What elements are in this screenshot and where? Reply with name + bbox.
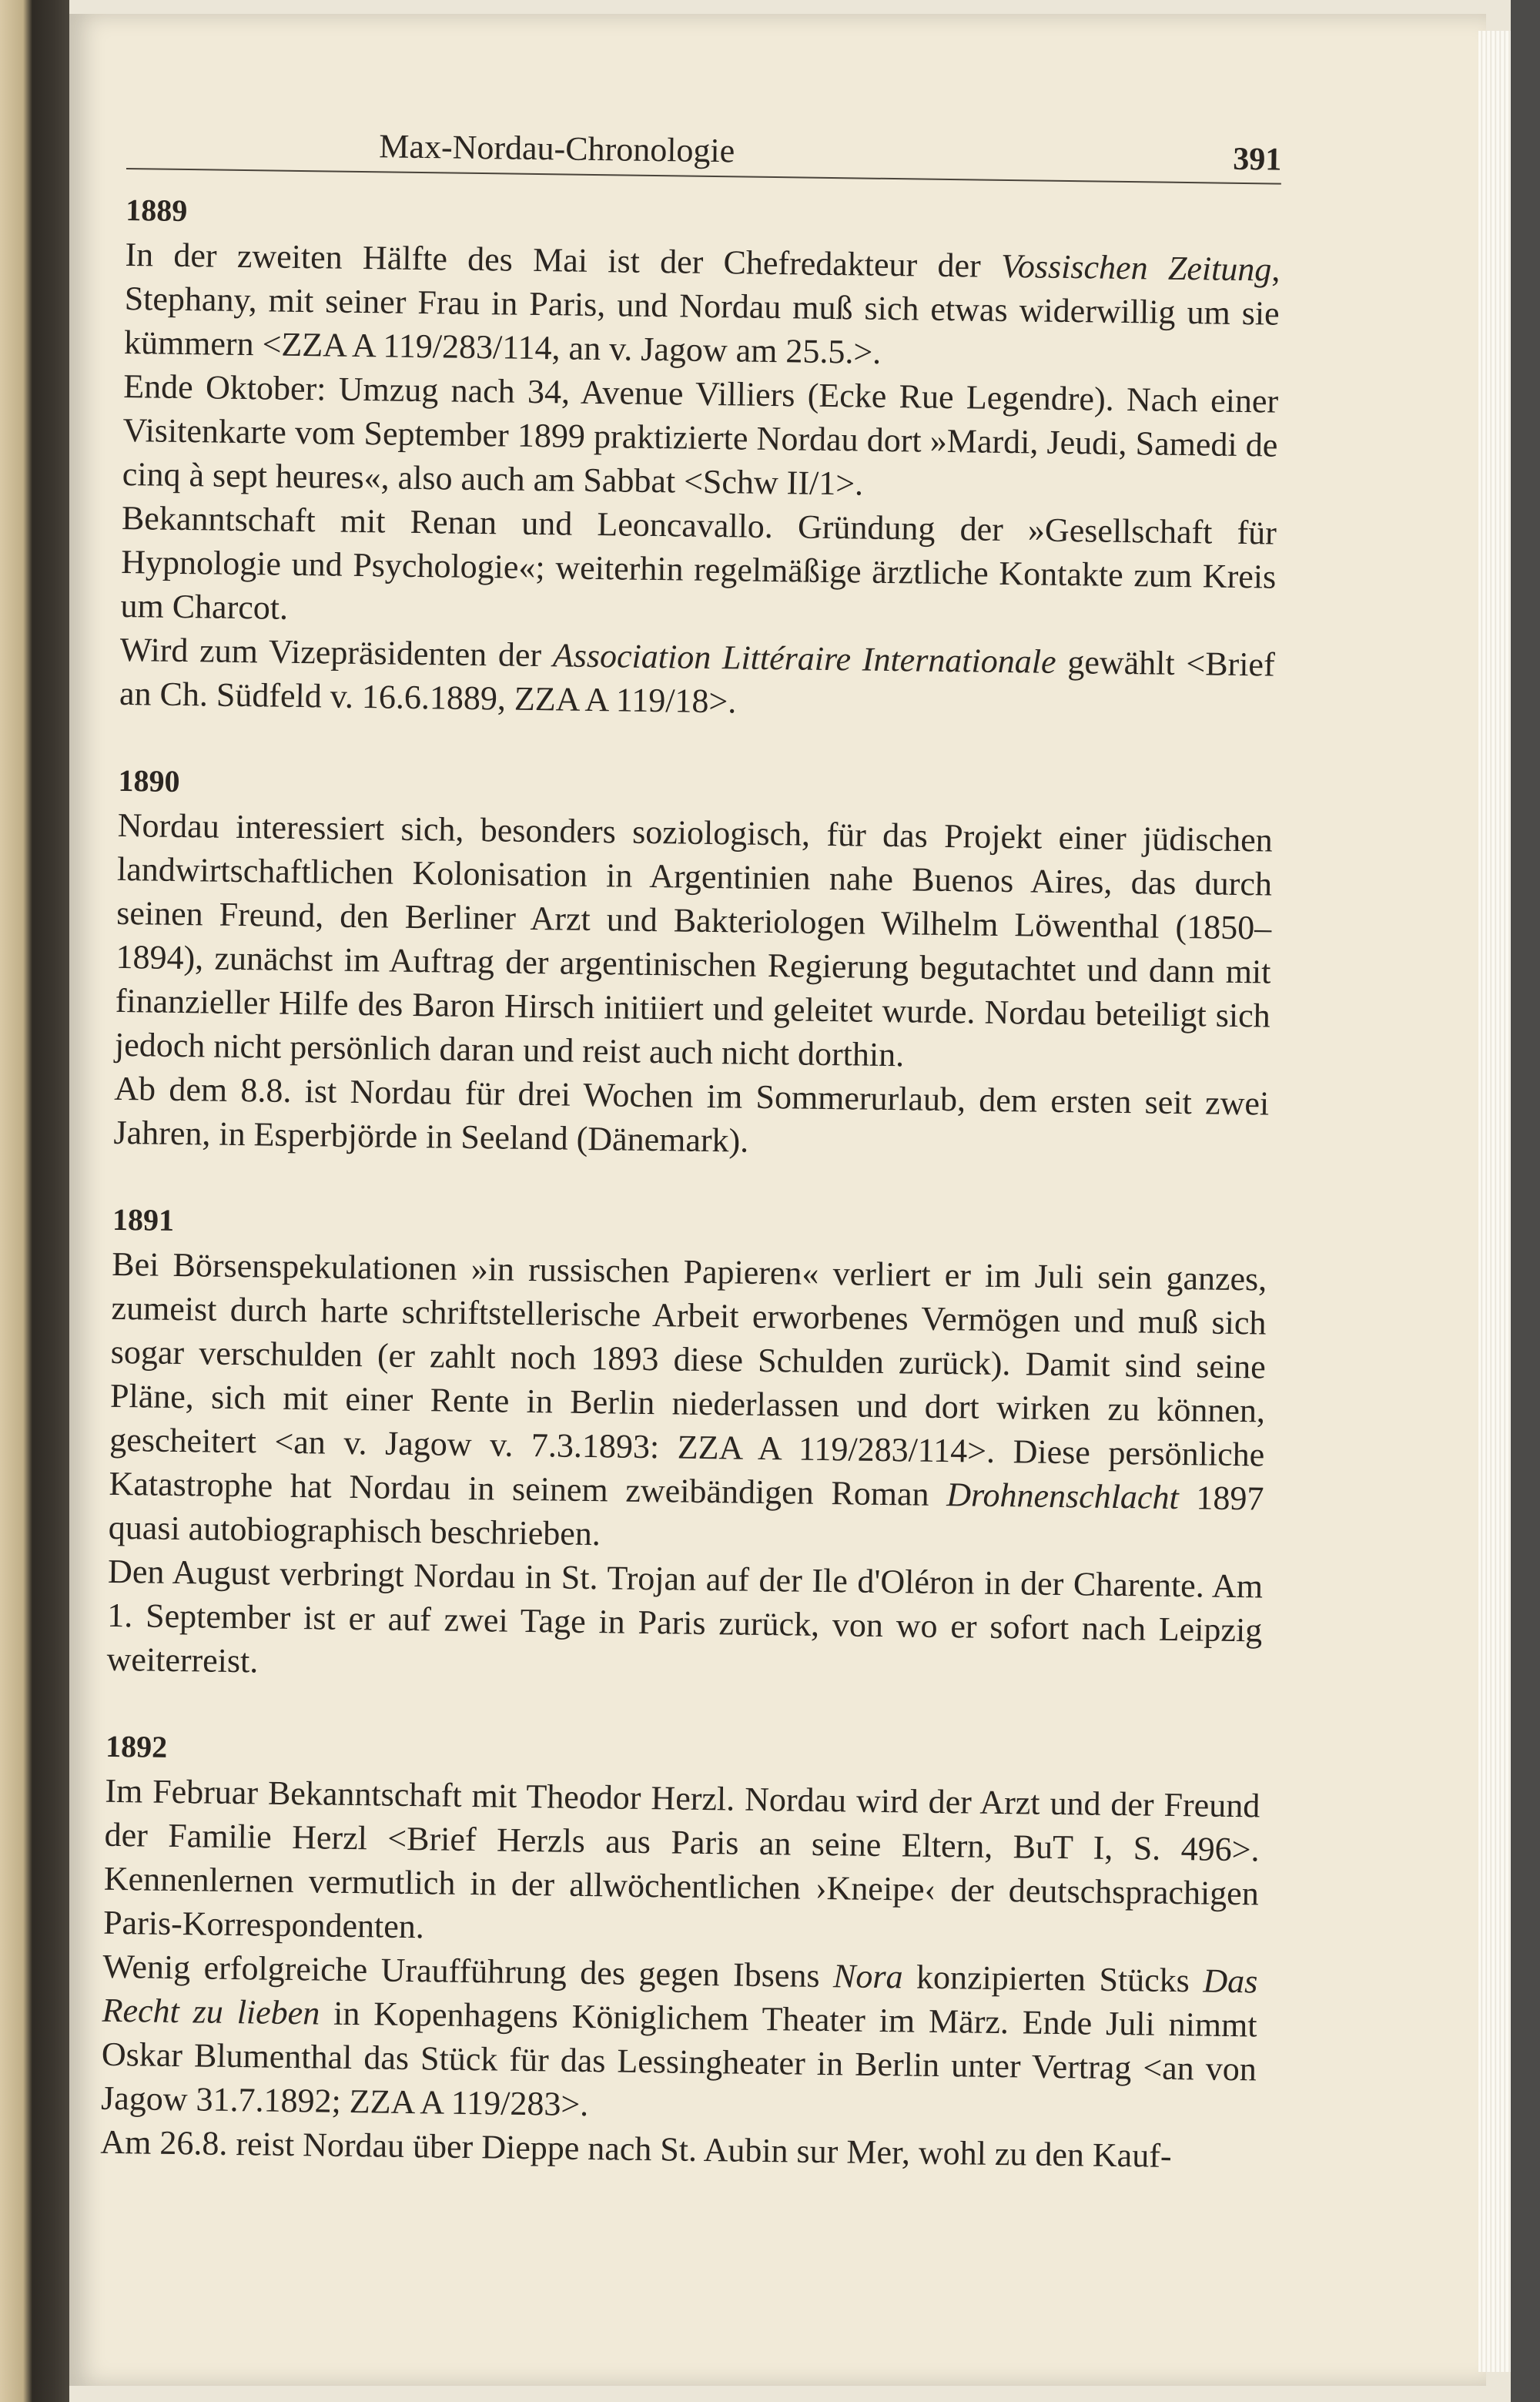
chronology-entry-1890 bbox=[113, 759, 1274, 1170]
paragraph: Nordau interessiert sich, besonders soziologisch, für das Projekt einer jüdischen landwirtschaftlichen Kolonisation in Argentinien nahe Buenos Aires, das durch seinen Freund, den Berliner Arzt und Bakteriologen Wilhelm Löwenthal (1850–1894), zunächst im Auftrag der argentinischen Regierung begutachtet und dann mit finanzieller Hilfe des Baron Hirsch initiiert und geleitet wurde. Nordau beteiligt sich jedoch nicht persönlich daran und reist auch nicht dorthin. bbox=[114, 806, 1273, 1074]
paragraph: Bekanntschaft mit Renan und Leoncavallo. Gründung der »Gesellschaft für Hypnologie und Psychologie«; weiterhin regelmäßige ärztliche Kontakte zum Kreis um Charcot. bbox=[120, 498, 1277, 627]
paragraph: Wenig erfolgreiche Uraufführung des gegen Ibsens Nora konzipierten Stücks Das Recht zu lieben in Kopenhagens Königlichem Theater im März. Ende Juli nimmt Oskar Blumenthal das Stück für das Lessingheater in Berlin unter Vertrag <an von Jagow 31.7.1892; ZZA A 119/283>. bbox=[100, 1947, 1258, 2124]
paragraph: Am 26.8. reist Nordau über Dieppe nach St. Aubin sur Mer, wohl zu den Kauf- bbox=[100, 2122, 1172, 2175]
chronology-entry-1889 bbox=[119, 188, 1281, 731]
paragraph: Den August verbringt Nordau in St. Trojan auf der Ile d'Oléron in der Charente. Am 1. September ist er auf zwei Tage in Paris zurück, von wo er sofort nach Leipzig weiterreist. bbox=[106, 1552, 1264, 1680]
page-content bbox=[100, 108, 1282, 2179]
running-title: Max-Nordau-Chronologie bbox=[379, 127, 735, 170]
scan-background bbox=[1511, 0, 1540, 2402]
paragraph: Bei Börsenspekulationen »in russischen Papieren« verliert er im Juli sein ganzes, zumeist durch harte schriftstellerische Arbeit erworbenes Vermögen und muß sich sogar verschulden (er zahlt noch 1893 diese Schulden zurück). Damit sind seine Pläne, sich mit einer Rente in Berlin niederlassen und dort wirken zu können, gescheitert <an v. Jagow v. 7.3.1893: ZZA A 119/283/114>. Diese persönliche Katastrophe hat Nordau in seinem zweibändigen Roman Drohnenschlacht 1897 quasi autobiographisch beschrieben. bbox=[108, 1245, 1267, 1553]
chronology-entry-1892 bbox=[100, 1724, 1260, 2179]
year-heading: 1890 bbox=[118, 762, 180, 799]
year-heading: 1889 bbox=[125, 192, 188, 229]
paragraph: Wird zum Vizepräsidenten der Association Littéraire Internationale gewählt <Brief an Ch. Südfeld v. 16.6.1889, ZZA A 119/18>. bbox=[119, 630, 1275, 721]
paragraph: In der zweiten Hälfte des Mai ist der Chefredakteur der Vossischen Zeitung, Stephany, mit seiner Frau in Paris, und Nordau muß sich etwas widerwillig um sie kümmern <ZZA A 119/283/114, an v. Jagow am 25.5.>. bbox=[123, 235, 1281, 371]
paragraph: Ab dem 8.8. ist Nordau für drei Wochen im Sommerurlaub, dem ersten seit zwei Jahren, in Esperbjörde in Seeland (Dänemark). bbox=[113, 1069, 1270, 1160]
page-edges bbox=[1478, 31, 1511, 2372]
chronology-entry-1891 bbox=[106, 1198, 1267, 1697]
year-heading: 1892 bbox=[105, 1728, 168, 1764]
book-spine-shadow bbox=[0, 0, 69, 2402]
paragraph: Ende Oktober: Umzug nach 34, Avenue Villiers (Ecke Rue Legendre). Nach einer Visitenkarte vom September 1899 praktizierte Nordau dort »Mardi, Jeudi, Samedi de cinq à sept heures«, also auch am Sabbat <Schw II/1>. bbox=[122, 367, 1279, 503]
year-heading: 1891 bbox=[112, 1201, 175, 1238]
paragraph: Im Februar Bekanntschaft mit Theodor Herzl. Nordau wird der Arzt und der Freund der Familie Herzl <Brief Herzls aus Paris an seine Eltern, BuT I, S. 496>. Kennenlernen vermutlich in der allwöchentlichen ›Kneipe‹ der deutschsprachigen Paris-Korrespondenten. bbox=[102, 1771, 1260, 1946]
page-number: 391 bbox=[1232, 141, 1282, 178]
